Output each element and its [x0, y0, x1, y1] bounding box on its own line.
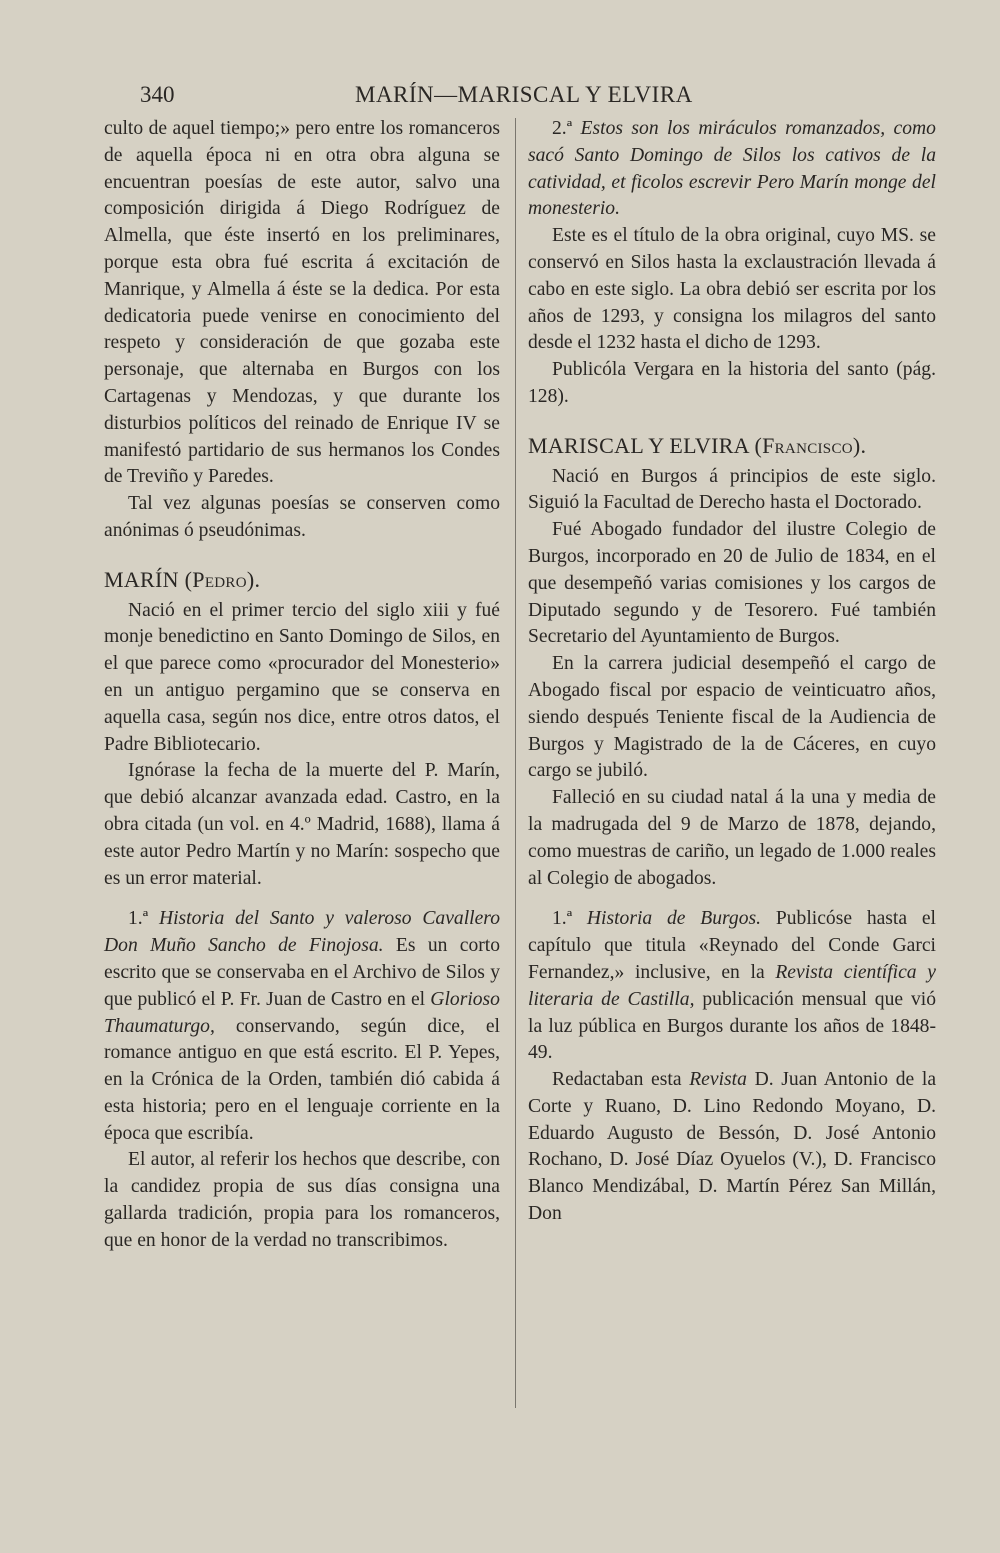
paragraph: Publicóla Vergara en la historia del santo (pág. 128).: [528, 359, 936, 407]
paragraph: Fué Abogado fundador del ilustre Colegio de Burgos, incorporado en 20 de Julio de 1834, en el que desempeñó varias comisiones y los cargos de Diputado segundo y de Tesorero. Fué también Secretario del Ayuntamiento de Burgos.: [528, 519, 936, 648]
entry-heading-marin: [104, 567, 500, 594]
heading-surname: MARISCAL Y ELVIRA: [528, 432, 749, 458]
work-reference: Revista científica y literaria de Castilla,: [528, 961, 936, 1010]
heading-given-name: (Pedro).: [184, 566, 261, 592]
paragraph: Nació en Burgos á principios de este siglo. Siguió la Facultad de Derecho hasta el Doctorado.: [528, 465, 936, 514]
paragraph: Tal vez algunas poesías se conserven como anónimas ó pseudónimas.: [104, 493, 500, 541]
work-title: Historia de Burgos.: [586, 908, 762, 930]
right-column: [528, 116, 936, 1228]
work-entry: [528, 906, 936, 1067]
work-description: conservando, según dice, el romance antiguo en que está escrito. El P. Yepes, en la Crónica de la Orden, también dió cabida á esta historia; pero en el lenguaje corriente en la época que escribía.: [104, 1015, 500, 1144]
work-title: Estos son los miráculos romanzados, como sacó Santo Domingo de Silos los cativos de la catividad, et ficolos escrevir Pero Marín monge del monesterio.: [528, 118, 936, 220]
work-reference: Glorioso Thaumaturgo,: [104, 988, 500, 1037]
work-description: publicación mensual que vió la luz pública en Burgos durante los años de 1848-49.: [528, 988, 936, 1064]
paragraph: Este es el título de la obra original, cuyo MS. se conservó en Silos hasta la exclaustración llevada á cabo en este siglo. La obra debió ser escrita por los años de 1293, y consigna los milagros del santo desde el 1232 hasta el dicho de 1293.: [528, 225, 936, 354]
page-number: 340: [140, 82, 175, 107]
work-title: Historia del Santo y valeroso Cavallero Don Muño Sancho de Finojosa.: [104, 908, 500, 957]
column-divider: [515, 118, 516, 1408]
work-entry: [528, 116, 936, 223]
paragraph-text: D. Juan Antonio de la Corte y Ruano, D. Lino Redondo Moyano, D. Eduardo Augusto de Bessón, D. José Antonio Rochano, D. José Díaz Oyuelos (V.), D. Francisco Blanco Mendizábal, D. Martín Pérez San Millán, Don: [528, 1069, 937, 1225]
work-description: Es un corto escrito que se conservaba en el Archivo de Silos y que publicó el P. Fr. Juan de Castro en el: [104, 935, 501, 1010]
journal-name: Revista: [689, 1069, 747, 1091]
paragraph: culto de aquel tiempo;» pero entre los romanceros de aquella época ni en otra obra alguna se encuentran poesías de este autor, salvo una composición dirigida á Diego Rodríguez de Almella, que éste insertó en los preliminares, porque esta obra fué escrita á excitación de Manrique, y Almella á éste se la dedica. Por esta dedicatoria puede venirse en conocimiento del respeto y consideración de que gozaba este personaje, que alternaba en Burgos con los Cartagenas y Mendozas, y que durante los disturbios políticos del reinado de Enrique IV se manifestó partidario de sus hermanos los Condes de Treviño y Paredes.: [104, 118, 500, 488]
work-number: 1.ª: [128, 908, 149, 930]
left-column: [104, 116, 500, 1255]
running-title: MARÍN—MARISCAL Y ELVIRA: [355, 82, 693, 107]
running-header: [140, 82, 940, 112]
paragraph: El autor, al referir los hechos que describe, con la candidez propia de sus días consigna una gallarda tradición, propia para los romanceros, que en honor de la verdad no transcribimos.: [104, 1149, 500, 1251]
heading-surname: MARÍN: [104, 566, 179, 592]
paragraph: Falleció en su ciudad natal á la una y media de la madrugada del 9 de Marzo de 1878, dejando, como muestras de cariño, un legado de 1.000 reales al Colegio de abogados.: [528, 787, 936, 889]
paragraph-text: Redactaban esta: [552, 1069, 682, 1091]
paragraph: Ignórase la fecha de la muerte del P. Marín, que debió alcanzar avanzada edad. Castro, en la obra citada (un vol. en 4.º Madrid, 1688), llama á este autor Pedro Martín y no Marín: sospecho que es un error material.: [104, 760, 500, 889]
work-entry: [104, 906, 500, 1147]
work-number: 2.ª: [552, 118, 573, 139]
work-description: Publicóse hasta el capítulo que titula «Reynado del Conde Garci Fernandez,» inclusive, en la: [528, 908, 936, 983]
paragraph: En la carrera judicial desempeñó el cargo de Abogado fiscal por espacio de veinticuatro años, siendo después Teniente fiscal de la Audiencia de Burgos y Magistrado de la de Cáceres, en cuyo cargo se jubiló.: [528, 653, 936, 782]
entry-heading-mariscal: [528, 433, 936, 460]
work-number: 1.ª: [552, 908, 573, 930]
paragraph: Nació en el primer tercio del siglo xiii y fué monje benedictino en Santo Domingo de Silos, en el que parece como «procurador del Monesterio» en un antiguo pergamino que se conserva en aquella casa, según nos dice, entre otros datos, el Padre Bibliotecario.: [104, 599, 500, 755]
heading-given-name: (Francisco).: [754, 432, 867, 458]
paragraph: [528, 1067, 936, 1228]
